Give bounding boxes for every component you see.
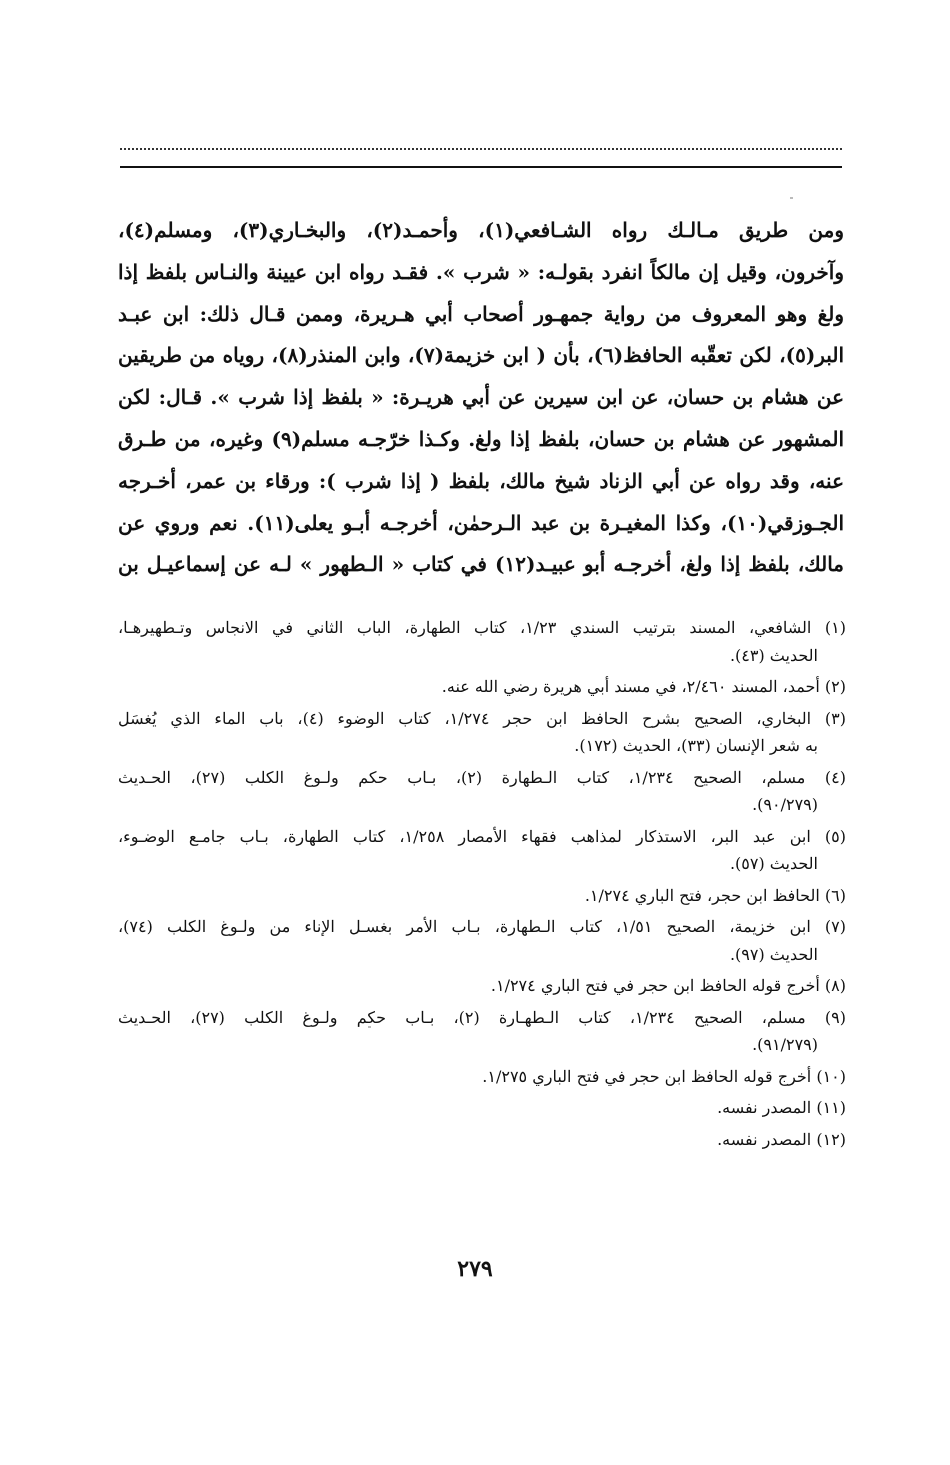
footnotes-section bbox=[118, 614, 846, 1157]
footnote-line: (٤) مسلم، الصحيح ١/٢٣٤، كتاب الـطهارة (٢)، بـاب حكم ولـوغ الكلب (٢٧)، الحـديث bbox=[118, 767, 846, 787]
footnote-line: الحديث (٥٧). bbox=[729, 854, 818, 873]
footnote-line: (١) الشافعي، المسند بترتيب السندي ١/٢٣، كتاب الطهارة، الباب الثاني في الانجاس وتـطهيرهـا، bbox=[118, 618, 846, 637]
footnote-8 bbox=[118, 972, 846, 1000]
footnote-line: (٩١/٢٧٩). bbox=[752, 1035, 818, 1054]
footnote-5 bbox=[118, 823, 846, 878]
footnote-1 bbox=[118, 614, 846, 669]
footnote-line: (٧) ابن خزيمة، الصحيح ١/٥١، كتاب الـطهارة، بـاب الأمر بغسـل الإناء من ولـوغ الكلب (٧٤)، bbox=[118, 917, 846, 936]
body-line: وآخرون، وقيل إن مالكاً انفرد بقولـه: « شرب ». فقـد رواه ابن عيينة والنـاس بلفظ إذا bbox=[118, 259, 844, 284]
page-number: ٢٧٩ bbox=[457, 1256, 493, 1282]
footnote-line: الحديث (٤٣). bbox=[729, 645, 818, 665]
body-line: عن هشام بن حسان، عن ابن سيرين عن أبي هريـرة: « بلفظ إذا شرب ». قـال: لكن bbox=[118, 385, 844, 410]
footnote-line: (٦) الحافظ ابن حجر، فتح الباري ١/٢٧٤. bbox=[584, 885, 846, 905]
footnote-3 bbox=[118, 705, 846, 760]
header-dotted-rule bbox=[120, 148, 842, 150]
footnote-2 bbox=[118, 673, 846, 701]
footnote-line: (٨) أخرج قوله الحافظ ابن حجر في فتح الباري ١/٢٧٤. bbox=[490, 976, 846, 995]
footnote-line: (١٠) أخرج قوله الحافظ ابن حجر في فتح الباري ١/٢٧٥. bbox=[482, 1066, 846, 1086]
footnote-line: (١٢) المصدر نفسه. bbox=[717, 1129, 846, 1149]
footnote-line: (١١) المصدر نفسه. bbox=[717, 1098, 846, 1117]
body-line: الجـوزقي(١٠)، وكذا المغيـرة بن عبد الـرحمٰن، أخرجـه أبـو يعلى(١١). نعم وروي عن bbox=[118, 510, 844, 535]
footnote-11 bbox=[118, 1094, 846, 1122]
footnote-9 bbox=[118, 1004, 846, 1059]
header-solid-rule bbox=[120, 166, 842, 168]
footnote-line: (٢) أحمد، المسند ٢/٤٦٠، في مسند أبي هريرة رضي الله عنه. bbox=[441, 677, 846, 696]
body-line: البر(٥)، لكن تعقّبه الحافظ(٦)، بأن ( ابن خزيمة(٧)، وابن المنذر(٨)، روياه من طريقين bbox=[118, 343, 844, 368]
footnote-line: (٥) ابن عبد البر، الاستذكار لمذاهب فقهاء الأمصار ١/٢٥٨، كتاب الطهارة، بـاب جامـع الوضـوء، bbox=[118, 826, 846, 846]
body-line: المشهور عن هشام بن حسان، بلفظ إذا ولغ. وكـذا خرّجـه مسلم(٩) وغيره، من طـرق bbox=[118, 426, 844, 451]
body-line: مالك، بلفظ إذا ولغ، أخرجـه أبو عبيـد(١٢) في كتاب « الـطهور » لـه عن إسماعيـل بن bbox=[118, 552, 844, 577]
footnote-10 bbox=[118, 1063, 846, 1091]
footnote-line: (٣) البخاري، الصحيح بشرح الحافظ ابن حجر ١/٢٧٤، كتاب الوضوء (٤)، باب الماء الذي يُغسَل bbox=[118, 708, 846, 728]
footnote-12 bbox=[118, 1126, 846, 1154]
footnote-6 bbox=[118, 882, 846, 910]
footnote-line: به شعر الإنسان (٣٣)، الحديث (١٧٢). bbox=[574, 736, 818, 755]
footnote-line: (٩٠/٢٧٩). bbox=[752, 795, 818, 814]
body-line: عنه، وقد رواه عن أبي الزناد شيخ مالك، بلفظ ( إذا شرب ): ورقاء بن عمر، أخـرجه bbox=[118, 468, 844, 493]
main-text-block bbox=[118, 210, 844, 586]
scan-speck bbox=[790, 197, 793, 199]
footnote-4 bbox=[118, 764, 846, 819]
body-line: ولغ وهو المعروف من رواية جمهـور أصحاب أبي هـريرة، وممن قـال ذلك: ابن عبـد bbox=[118, 301, 844, 326]
footnote-line: الحديث (٩٧). bbox=[729, 944, 818, 964]
footnote-line: (٩) مسلم، الصحيح ١/٢٣٤، كتاب الـطهـارة (٢)، بـاب حكم ولـوغ الكلب (٢٧)، الحـديث bbox=[118, 1007, 846, 1027]
footnote-7 bbox=[118, 913, 846, 968]
body-line: ومن طريق مـالـك رواه الشـافعي(١)، وأحمـد(٢)، والبخـاري(٣)، ومسلم(٤)، bbox=[118, 218, 844, 242]
